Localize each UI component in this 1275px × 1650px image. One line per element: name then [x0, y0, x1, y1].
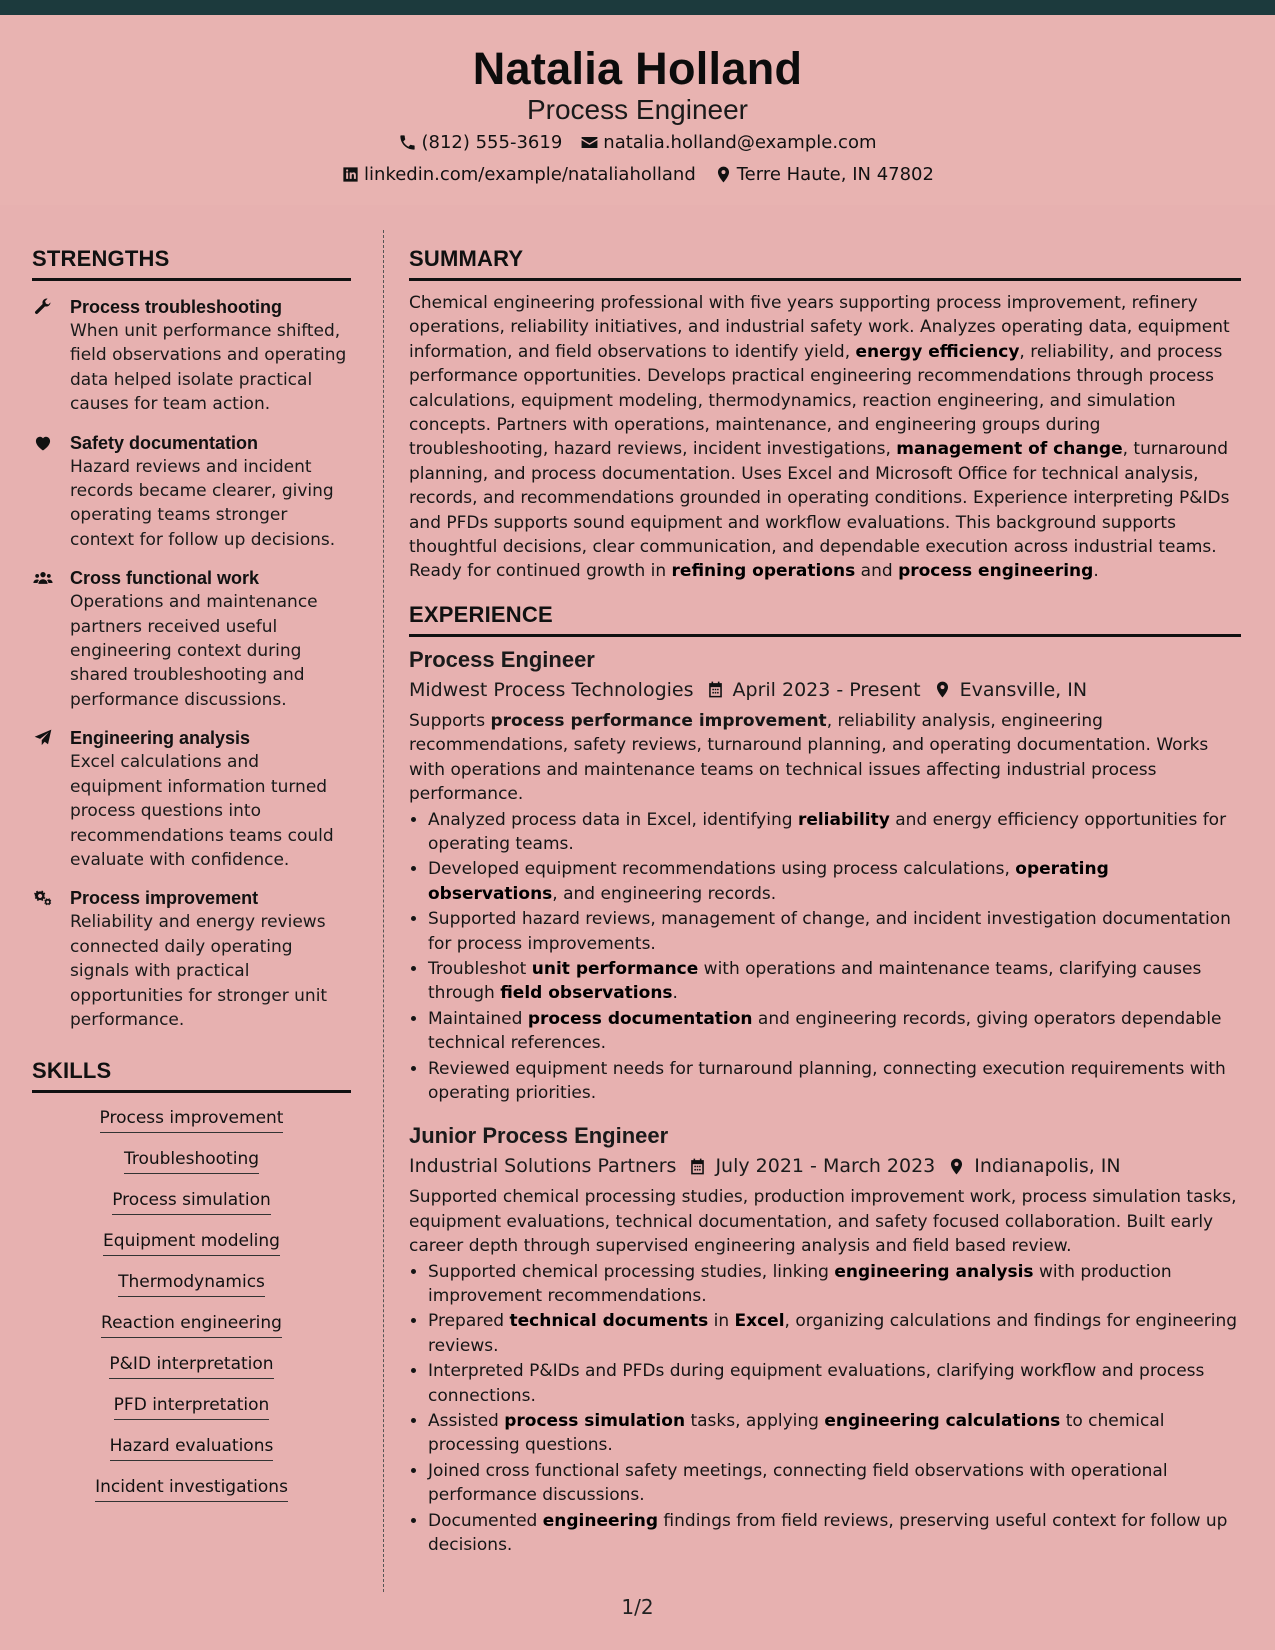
job-bullet [428, 1509, 1241, 1558]
experience-list [409, 647, 1241, 1558]
skill-label: Thermodynamics [118, 1271, 265, 1297]
company-name: Midwest Process Technologies [409, 678, 694, 701]
skills-list [32, 1099, 351, 1509]
strength-description: Operations and maintenance partners received useful engineering context during shared troubleshooting and performance discussions. [70, 592, 318, 710]
bold-text: engineering analysis [834, 1261, 1034, 1282]
text-span: . [672, 983, 678, 1004]
phone-contact [398, 132, 562, 153]
skill-label: P&ID interpretation [109, 1353, 273, 1379]
heart-icon [32, 433, 54, 453]
job-location: Indianapolis, IN [974, 1155, 1121, 1178]
calendar-icon [688, 1157, 707, 1176]
text-span: Interpreted P&IDs and PFDs during equipment evaluations, clarifying workflow and process connections. [428, 1361, 1205, 1406]
job-dates: April 2023 - Present [732, 678, 921, 701]
linkedin-contact[interactable] [341, 164, 696, 185]
candidate-name: Natalia Holland [472, 43, 803, 94]
contact-row-1 [0, 132, 1275, 153]
text-span: Supported hazard reviews, management of change, and incident investigation documentation for process improvements. [428, 909, 1231, 954]
text-span: Troubleshot [428, 958, 532, 979]
skills-heading: SKILLS [32, 1058, 351, 1093]
text-span: Supports [409, 710, 491, 731]
strength-title: Process troubleshooting [70, 297, 283, 317]
strength-item [32, 726, 351, 872]
text-span: and engineering records, giving operators dependable technical references. [428, 1008, 1222, 1054]
phone-icon [398, 133, 417, 152]
job-location: Evansville, IN [959, 678, 1088, 701]
gears-icon [32, 888, 54, 908]
strength-title: Safety documentation [70, 432, 259, 453]
resume-header [0, 15, 1275, 205]
bold-text: energy efficiency [855, 341, 1020, 362]
strength-description: When unit performance shifted, field observations and operating data helped isolate practical causes for team action. [70, 321, 347, 415]
map-pin-icon [947, 1157, 966, 1176]
skill-label: Process improvement [100, 1107, 284, 1133]
text-span: with production improvement recommendations. [428, 1261, 1172, 1306]
top-accent-bar [0, 0, 1275, 15]
job-meta [409, 1155, 1241, 1177]
text-span: Developed equipment recommendations using process calculations, [428, 859, 1016, 880]
bold-text: process documentation [527, 1008, 753, 1029]
strength-item [32, 295, 351, 417]
bold-text: process simulation [504, 1411, 686, 1432]
users-icon [32, 568, 54, 588]
strength-description: Reliability and energy reviews connected daily operating signals with practical opportunities for stronger unit performance. [70, 912, 328, 1030]
candidate-title: Process Engineer [526, 94, 748, 125]
text-span: , reliability, and process performance opportunities. Develops practical engineering recommendations through process calculations, equipment modeling, thermodynamics, reaction engineering, and simulation concepts. Partners with operations, maintenance, and engineering groups during troubleshooting, hazard reviews, incident investigations, [409, 341, 1223, 460]
left-column [32, 246, 351, 1509]
phone-text: (812) 555-3619 [421, 132, 563, 153]
job-bullet [428, 907, 1241, 956]
text-span: Documented [428, 1510, 543, 1531]
text-span: , turnaround planning, and process documentation. Uses Excel and Microsoft Office for technical analysis, records, and recommendations grounded in operating conditions. Experience interpreting P&IDs and PFDs supports sound equipment and workflow evaluations. This background supports thoughtful decisions, clear communication, and dependable execution across industrial teams. Ready for continued growth in [409, 439, 1230, 582]
skill-item [32, 1304, 351, 1345]
bold-text: process performance improvement [490, 710, 827, 731]
skill-label: Incident investigations [95, 1476, 288, 1502]
map-pin-icon [933, 680, 952, 699]
paper-plane-icon [32, 728, 54, 748]
skill-label: Equipment modeling [103, 1230, 280, 1256]
job-bullet [428, 957, 1241, 1006]
job-bullet [428, 1007, 1241, 1056]
job-summary [409, 1185, 1241, 1258]
skill-label: Troubleshooting [124, 1148, 259, 1174]
column-divider [383, 230, 384, 1592]
bold-text: technical documents [509, 1311, 709, 1332]
text-span: Joined cross functional safety meetings, connecting field observations with operational performance discussions. [428, 1460, 1168, 1506]
skill-label: Process simulation [112, 1189, 271, 1215]
strength-body [70, 431, 351, 553]
summary-text [409, 291, 1241, 584]
strength-description: Excel calculations and equipment information turned process questions into recommendations teams could evaluate with confidence. [70, 752, 334, 870]
skill-label: Reaction engineering [101, 1312, 282, 1338]
bold-text: reliability [797, 809, 890, 830]
skill-item [32, 1468, 351, 1509]
calendar-icon [706, 680, 725, 699]
text-span: with operations and maintenance teams, clarifying causes through [428, 958, 1202, 1004]
strength-icon-wrap [32, 726, 70, 872]
strength-title: Cross functional work [70, 568, 260, 589]
text-span: and energy efficiency opportunities for operating teams. [428, 809, 1227, 854]
strength-body [70, 566, 351, 712]
wrench-icon [32, 297, 54, 317]
job-bullets [409, 808, 1241, 1106]
text-span: Supported chemical processing studies, production improvement work, process simulation tasks, equipment evaluations, technical documentation, and safety focused collaboration. Built early career depth through supervised engineering analysis and field based review. [409, 1187, 1237, 1257]
job-meta [409, 679, 1241, 701]
text-span: Maintained [428, 1008, 528, 1029]
skill-item [32, 1222, 351, 1263]
job-summary [409, 709, 1241, 807]
contact-row-2 [0, 164, 1275, 185]
text-span: to chemical processing questions. [428, 1411, 1165, 1456]
strength-icon-wrap [32, 295, 70, 417]
bold-text: engineering calculations [824, 1411, 1061, 1432]
strength-icon-wrap [32, 886, 70, 1032]
text-span: , reliability analysis, engineering recommendations, safety reviews, turnaround planning, and operating documentation. Works with operations and maintenance teams on technical issues affecting industrial process performance. [409, 710, 1209, 805]
skill-item [32, 1427, 351, 1468]
email-text: natalia.holland@example.com [603, 132, 877, 153]
text-span: in [708, 1311, 735, 1332]
job-bullet [428, 808, 1241, 857]
skill-item [32, 1181, 351, 1222]
bold-text: process engineering [898, 561, 1094, 582]
map-pin-icon [714, 165, 733, 184]
strength-description: Hazard reviews and incident records became clearer, giving operating teams stronger context for follow up decisions. [70, 456, 336, 550]
bold-text: Excel [734, 1311, 785, 1332]
bold-text: unit performance [531, 958, 699, 979]
strength-title: Process improvement [70, 888, 259, 909]
location-contact [714, 164, 934, 185]
job-bullet [428, 1057, 1241, 1106]
job-bullets [409, 1260, 1241, 1558]
job-dates: July 2021 - March 2023 [715, 1155, 936, 1178]
job-bullet [428, 1260, 1241, 1309]
job-bullet [428, 1309, 1241, 1358]
job-bullet [428, 1409, 1241, 1458]
linkedin-text: linkedin.com/example/nataliaholland [364, 164, 696, 185]
bold-text: field observations [500, 983, 673, 1004]
text-span: and [855, 561, 899, 582]
job-bullet [428, 1459, 1241, 1508]
text-span: , and engineering records. [552, 883, 777, 904]
job-title: Junior Process Engineer [409, 1123, 669, 1149]
strengths-heading: STRENGTHS [32, 246, 351, 281]
strength-title: Engineering analysis [70, 728, 251, 749]
text-span: Assisted [428, 1411, 505, 1432]
location-text: Terre Haute, IN 47802 [736, 164, 934, 185]
job-bullet [428, 857, 1241, 906]
strength-body [70, 726, 351, 872]
job-entry [409, 647, 1241, 1106]
job-title: Process Engineer [409, 646, 595, 672]
strengths-list [32, 295, 351, 1032]
strength-item [32, 566, 351, 712]
skill-label: Hazard evaluations [110, 1435, 274, 1461]
skill-item [32, 1345, 351, 1386]
right-column [409, 246, 1241, 1557]
job-entry [409, 1123, 1241, 1557]
summary-heading: SUMMARY [409, 246, 1241, 281]
text-span: tasks, applying [685, 1411, 825, 1432]
envelope-icon [580, 133, 599, 152]
skill-item [32, 1140, 351, 1181]
strength-body [70, 886, 351, 1032]
text-span: Reviewed equipment needs for turnaround planning, connecting execution requirements with operating priorities. [428, 1058, 1226, 1103]
bold-text: engineering [542, 1510, 659, 1531]
job-bullet [428, 1359, 1241, 1408]
skill-item [32, 1386, 351, 1427]
page-number: 1/2 [621, 1595, 654, 1619]
skill-item [32, 1099, 351, 1140]
company-name: Industrial Solutions Partners [409, 1155, 677, 1178]
text-span: findings from field reviews, preserving useful context for follow up decisions. [428, 1510, 1228, 1556]
skill-item [32, 1263, 351, 1304]
strength-body [70, 295, 351, 417]
bold-text: operating observations [428, 859, 1109, 904]
text-span: Prepared [428, 1311, 510, 1332]
text-span: . [1093, 561, 1099, 582]
email-contact[interactable] [580, 132, 876, 153]
bold-text: management of change [896, 439, 1123, 460]
strength-icon-wrap [32, 431, 70, 553]
text-span: , organizing calculations and findings for engineering reviews. [428, 1311, 1238, 1356]
strength-item [32, 431, 351, 553]
experience-heading: EXPERIENCE [409, 602, 1241, 637]
linkedin-icon [341, 165, 360, 184]
strength-item [32, 886, 351, 1032]
strength-icon-wrap [32, 566, 70, 712]
text-span: Chemical engineering professional with five years supporting process improvement, refinery operations, reliability initiatives, and industrial safety work. Analyzes operating data, equipment information, and field observations to identify yield, [409, 293, 1230, 362]
text-span: Supported chemical processing studies, linking [428, 1261, 835, 1282]
text-span: Analyzed process data in Excel, identifying [428, 809, 798, 830]
skill-label: PFD interpretation [114, 1394, 270, 1420]
bold-text: refining operations [671, 561, 856, 582]
